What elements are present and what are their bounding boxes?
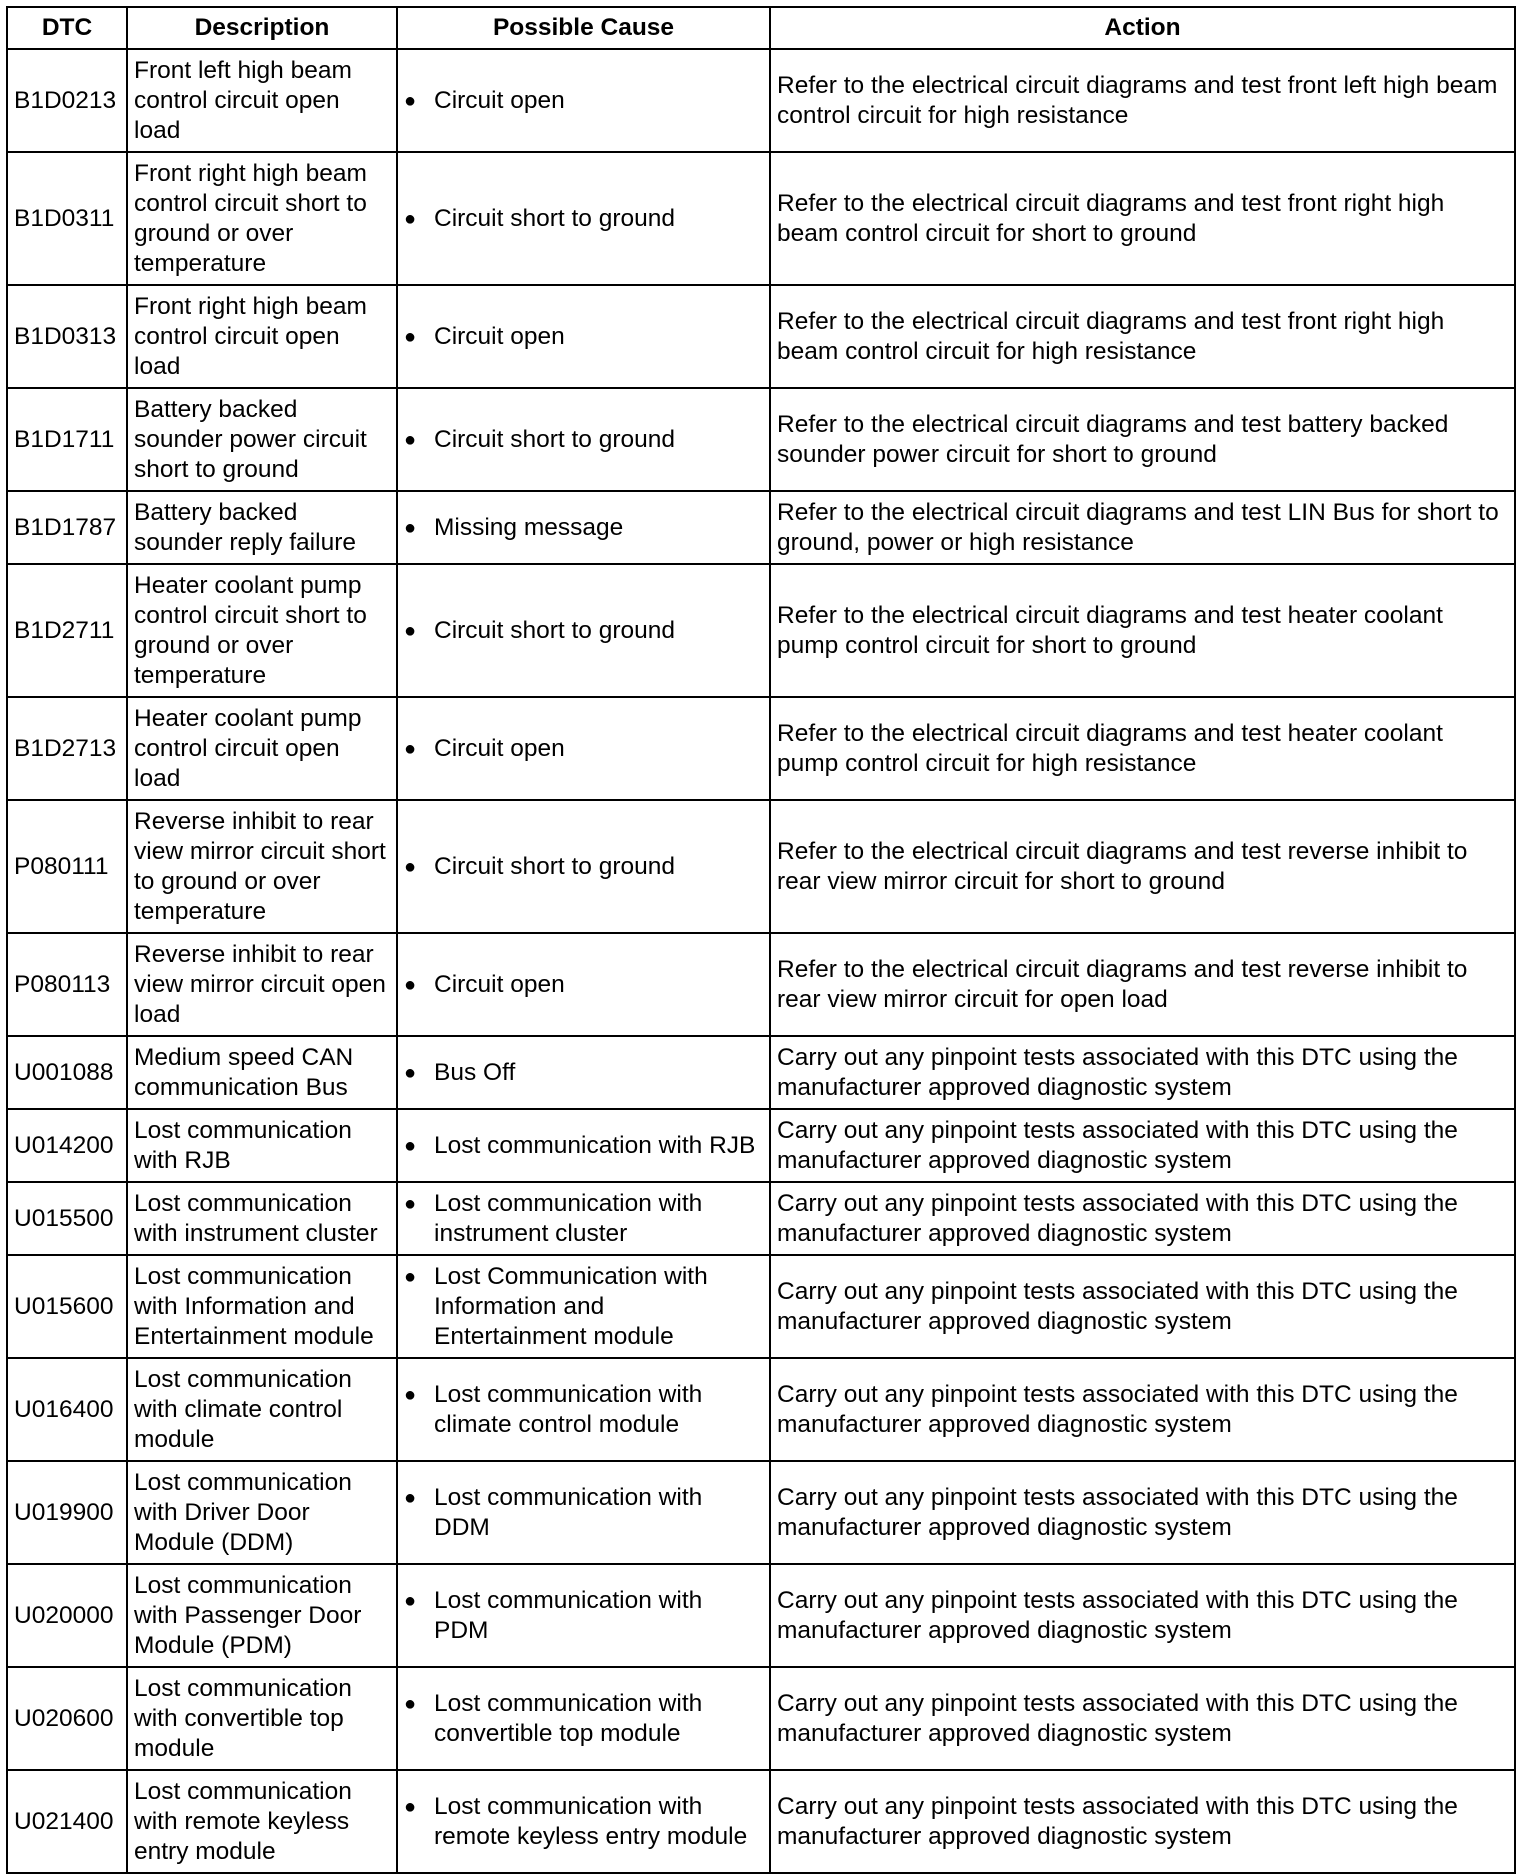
bullet-icon: ● xyxy=(404,428,417,451)
dtc-code-cell: B1D1787 xyxy=(7,491,127,564)
cause-list-item xyxy=(404,322,763,352)
description-cell: Heater coolant pump control circuit open load xyxy=(127,697,397,800)
table-row xyxy=(7,1770,1515,1873)
dtc-code-cell: B1D0311 xyxy=(7,152,127,285)
description-cell: Reverse inhibit to rear view mirror circuit short to ground or over temperature xyxy=(127,800,397,933)
possible-cause-cell xyxy=(397,285,770,388)
cause-text: Circuit open xyxy=(434,970,565,998)
action-cell: Carry out any pinpoint tests associated with this DTC using the manufacturer approved diagnostic system xyxy=(770,1255,1515,1358)
cause-list-item xyxy=(404,734,763,764)
table-row xyxy=(7,1461,1515,1564)
dtc-code-cell: U016400 xyxy=(7,1358,127,1461)
table-row xyxy=(7,1667,1515,1770)
description-cell: Lost communication with Passenger Door Module (PDM) xyxy=(127,1564,397,1667)
bullet-icon: ● xyxy=(404,1134,417,1157)
dtc-code-cell: U001088 xyxy=(7,1036,127,1109)
table-row xyxy=(7,491,1515,564)
possible-cause-cell xyxy=(397,564,770,697)
possible-cause-cell xyxy=(397,697,770,800)
possible-cause-cell xyxy=(397,933,770,1036)
dtc-code-cell: B1D0213 xyxy=(7,49,127,152)
action-cell: Refer to the electrical circuit diagrams and test battery backed sounder power circuit for short to ground xyxy=(770,388,1515,491)
cause-list-item xyxy=(404,86,763,116)
cause-text: Circuit short to ground xyxy=(434,425,676,453)
cause-list-item xyxy=(404,1380,763,1440)
dtc-code-cell: B1D0313 xyxy=(7,285,127,388)
cause-list-item xyxy=(404,970,763,1000)
cause-list-item xyxy=(404,204,763,234)
possible-cause-cell xyxy=(397,1564,770,1667)
cause-text: Circuit open xyxy=(434,734,565,762)
cause-text: Circuit short to ground xyxy=(434,616,676,644)
possible-cause-cell xyxy=(397,1109,770,1182)
possible-cause-cell xyxy=(397,800,770,933)
cause-text: Circuit short to ground xyxy=(434,204,676,232)
table-row xyxy=(7,933,1515,1036)
description-cell: Lost communication with remote keyless entry module xyxy=(127,1770,397,1873)
table-row xyxy=(7,697,1515,800)
cause-list-item xyxy=(404,1689,763,1749)
header-action: Action xyxy=(770,7,1515,49)
dtc-code-cell: U020000 xyxy=(7,1564,127,1667)
action-cell: Refer to the electrical circuit diagrams and test reverse inhibit to rear view mirror circuit for open load xyxy=(770,933,1515,1036)
possible-cause-cell xyxy=(397,49,770,152)
dtc-code-cell: U015600 xyxy=(7,1255,127,1358)
description-cell: Heater coolant pump control circuit short to ground or over temperature xyxy=(127,564,397,697)
table-row xyxy=(7,285,1515,388)
dtc-code-cell: U019900 xyxy=(7,1461,127,1564)
cause-list-item xyxy=(404,513,763,543)
table-row xyxy=(7,152,1515,285)
dtc-code-cell: U015500 xyxy=(7,1182,127,1255)
cause-list-item xyxy=(404,425,763,455)
dtc-code-cell: U021400 xyxy=(7,1770,127,1873)
bullet-icon: ● xyxy=(404,737,417,760)
table-row xyxy=(7,1036,1515,1109)
header-dtc: DTC xyxy=(7,7,127,49)
action-cell: Refer to the electrical circuit diagrams and test LIN Bus for short to ground, power or high resistance xyxy=(770,491,1515,564)
dtc-table xyxy=(6,6,1516,1874)
dtc-code-cell: P080113 xyxy=(7,933,127,1036)
cause-text: Circuit open xyxy=(434,86,565,114)
cause-text: Missing message xyxy=(434,513,624,541)
cause-text: Bus Off xyxy=(434,1058,516,1086)
table-row xyxy=(7,564,1515,697)
action-cell: Refer to the electrical circuit diagrams and test heater coolant pump control circuit for short to ground xyxy=(770,564,1515,697)
bullet-icon: ● xyxy=(404,973,417,996)
cause-list-item xyxy=(404,1189,763,1249)
table-header xyxy=(7,7,1515,49)
action-cell: Refer to the electrical circuit diagrams and test front right high beam control circuit for high resistance xyxy=(770,285,1515,388)
possible-cause-cell xyxy=(397,1036,770,1109)
cause-text: Lost communication with DDM xyxy=(434,1483,703,1541)
cause-list-item xyxy=(404,1131,763,1161)
table-row xyxy=(7,388,1515,491)
possible-cause-cell xyxy=(397,491,770,564)
bullet-icon: ● xyxy=(404,516,417,539)
bullet-icon: ● xyxy=(404,207,417,230)
description-cell: Lost communication with Information and Entertainment module xyxy=(127,1255,397,1358)
possible-cause-cell xyxy=(397,388,770,491)
possible-cause-cell xyxy=(397,152,770,285)
table-row xyxy=(7,1358,1515,1461)
action-cell: Carry out any pinpoint tests associated with this DTC using the manufacturer approved diagnostic system xyxy=(770,1109,1515,1182)
cause-text: Lost Communication with Information and Entertainment module xyxy=(434,1262,708,1350)
action-cell: Carry out any pinpoint tests associated with this DTC using the manufacturer approved diagnostic system xyxy=(770,1182,1515,1255)
description-cell: Battery backed sounder power circuit short to ground xyxy=(127,388,397,491)
bullet-icon: ● xyxy=(404,325,417,348)
description-cell: Lost communication with RJB xyxy=(127,1109,397,1182)
cause-list-item xyxy=(404,1792,763,1852)
table-row xyxy=(7,1109,1515,1182)
table-row xyxy=(7,49,1515,152)
bullet-icon: ● xyxy=(404,1795,417,1818)
possible-cause-cell xyxy=(397,1667,770,1770)
dtc-code-cell: P080111 xyxy=(7,800,127,933)
cause-list-item xyxy=(404,1262,763,1352)
cause-list-item xyxy=(404,616,763,646)
description-cell: Battery backed sounder reply failure xyxy=(127,491,397,564)
description-cell: Lost communication with instrument cluster xyxy=(127,1182,397,1255)
bullet-icon: ● xyxy=(404,1061,417,1084)
bullet-icon: ● xyxy=(404,1692,417,1715)
table-row xyxy=(7,800,1515,933)
description-cell: Lost communication with climate control module xyxy=(127,1358,397,1461)
header-possible-cause: Possible Cause xyxy=(397,7,770,49)
cause-text: Lost communication with PDM xyxy=(434,1586,703,1644)
dtc-code-cell: B1D1711 xyxy=(7,388,127,491)
description-cell: Front right high beam control circuit open load xyxy=(127,285,397,388)
description-cell: Lost communication with convertible top module xyxy=(127,1667,397,1770)
bullet-icon: ● xyxy=(404,1383,417,1406)
cause-text: Lost communication with remote keyless entry module xyxy=(434,1792,748,1850)
bullet-icon: ● xyxy=(404,619,417,642)
cause-list-item xyxy=(404,1058,763,1088)
description-cell: Front left high beam control circuit open load xyxy=(127,49,397,152)
bullet-icon: ● xyxy=(404,855,417,878)
table-body xyxy=(7,49,1515,1873)
bullet-icon: ● xyxy=(404,1265,417,1288)
dtc-code-cell: B1D2711 xyxy=(7,564,127,697)
cause-text: Lost communication with convertible top module xyxy=(434,1689,703,1747)
cause-text: Circuit short to ground xyxy=(434,852,676,880)
bullet-icon: ● xyxy=(404,1192,417,1215)
action-cell: Carry out any pinpoint tests associated with this DTC using the manufacturer approved diagnostic system xyxy=(770,1461,1515,1564)
action-cell: Carry out any pinpoint tests associated with this DTC using the manufacturer approved diagnostic system xyxy=(770,1770,1515,1873)
cause-text: Lost communication with instrument cluster xyxy=(434,1189,703,1247)
possible-cause-cell xyxy=(397,1461,770,1564)
possible-cause-cell xyxy=(397,1358,770,1461)
action-cell: Refer to the electrical circuit diagrams and test reverse inhibit to rear view mirror circuit for short to ground xyxy=(770,800,1515,933)
table-row xyxy=(7,1182,1515,1255)
action-cell: Refer to the electrical circuit diagrams and test front left high beam control circuit for high resistance xyxy=(770,49,1515,152)
dtc-code-cell: U014200 xyxy=(7,1109,127,1182)
description-cell: Lost communication with Driver Door Module (DDM) xyxy=(127,1461,397,1564)
action-cell: Carry out any pinpoint tests associated with this DTC using the manufacturer approved diagnostic system xyxy=(770,1036,1515,1109)
dtc-code-cell: B1D2713 xyxy=(7,697,127,800)
bullet-icon: ● xyxy=(404,1589,417,1612)
action-cell: Refer to the electrical circuit diagrams and test heater coolant pump control circuit for high resistance xyxy=(770,697,1515,800)
cause-list-item xyxy=(404,1483,763,1543)
table-row xyxy=(7,1564,1515,1667)
possible-cause-cell xyxy=(397,1255,770,1358)
dtc-code-cell: U020600 xyxy=(7,1667,127,1770)
possible-cause-cell xyxy=(397,1770,770,1873)
bullet-icon: ● xyxy=(404,1486,417,1509)
action-cell: Carry out any pinpoint tests associated with this DTC using the manufacturer approved diagnostic system xyxy=(770,1564,1515,1667)
action-cell: Carry out any pinpoint tests associated with this DTC using the manufacturer approved diagnostic system xyxy=(770,1667,1515,1770)
table-row xyxy=(7,1255,1515,1358)
header-description: Description xyxy=(127,7,397,49)
description-cell: Reverse inhibit to rear view mirror circuit open load xyxy=(127,933,397,1036)
description-cell: Front right high beam control circuit short to ground or over temperature xyxy=(127,152,397,285)
action-cell: Refer to the electrical circuit diagrams and test front right high beam control circuit for short to ground xyxy=(770,152,1515,285)
possible-cause-cell xyxy=(397,1182,770,1255)
cause-text: Lost communication with climate control module xyxy=(434,1380,703,1438)
cause-text: Circuit open xyxy=(434,322,565,350)
description-cell: Medium speed CAN communication Bus xyxy=(127,1036,397,1109)
cause-list-item xyxy=(404,1586,763,1646)
cause-text: Lost communication with RJB xyxy=(434,1131,756,1159)
action-cell: Carry out any pinpoint tests associated with this DTC using the manufacturer approved diagnostic system xyxy=(770,1358,1515,1461)
header-row xyxy=(7,7,1515,49)
bullet-icon: ● xyxy=(404,89,417,112)
cause-list-item xyxy=(404,852,763,882)
